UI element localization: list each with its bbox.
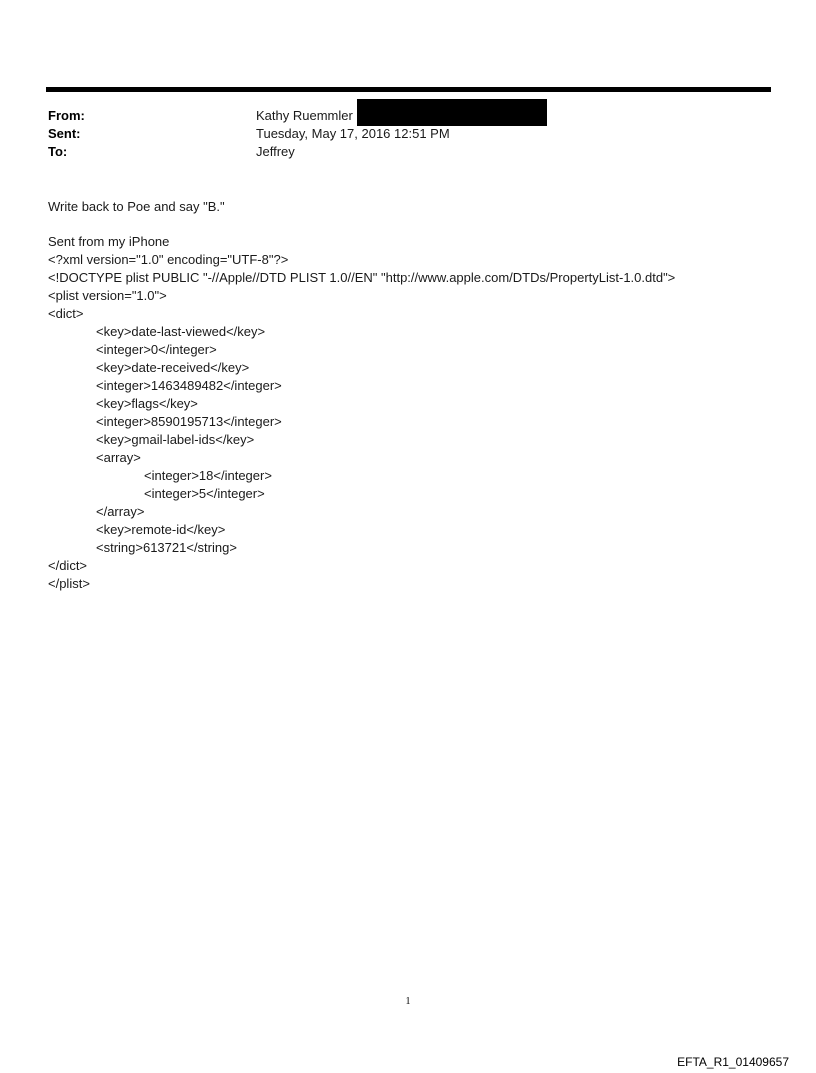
plist-line: <key>date-received</key> — [96, 360, 250, 375]
plist-line: <key>flags</key> — [96, 396, 198, 411]
to-label: To: — [48, 144, 68, 159]
plist-line: <string>613721</string> — [96, 540, 237, 555]
to-value: Jeffrey — [256, 144, 295, 159]
plist-line: <integer>18</integer> — [144, 468, 272, 483]
plist-line: <plist version="1.0"> — [48, 288, 167, 303]
plist-line: <?xml version="1.0" encoding="UTF-8"?> — [48, 252, 289, 267]
sent-value: Tuesday, May 17, 2016 12:51 PM — [256, 126, 450, 141]
from-label: From: — [48, 108, 85, 123]
plist-line: <key>date-last-viewed</key> — [96, 324, 266, 339]
bates-number: EFTA_R1_01409657 — [677, 1055, 789, 1069]
plist-line: <integer>0</integer> — [96, 342, 217, 357]
header-rule — [46, 87, 771, 92]
plist-line: </dict> — [48, 558, 88, 573]
plist-line: <integer>5</integer> — [144, 486, 265, 501]
page-number: 1 — [405, 996, 411, 1007]
plist-line: <integer>1463489482</integer> — [96, 378, 282, 393]
plist-line: <array> — [96, 450, 141, 465]
plist-line: </plist> — [48, 576, 90, 591]
redaction-block — [357, 99, 547, 126]
plist-line: <integer>8590195713</integer> — [96, 414, 282, 429]
plist-line: <!DOCTYPE plist PUBLIC "-//Apple//DTD PLIST 1.0//EN" "http://www.apple.com/DTDs/PropertyList-1.0.dtd"> — [48, 270, 676, 285]
sender-name: Kathy Ruemmler — [256, 108, 353, 123]
plist-line: <dict> — [48, 306, 84, 321]
plist-line: <key>remote-id</key> — [96, 522, 226, 537]
message-text: Write back to Poe and say "B." — [48, 199, 225, 214]
plist-line: </array> — [96, 504, 145, 519]
signature-text: Sent from my iPhone — [48, 234, 170, 249]
plist-line: <key>gmail-label-ids</key> — [96, 432, 255, 447]
from-value — [256, 107, 547, 126]
sent-label: Sent: — [48, 126, 81, 141]
